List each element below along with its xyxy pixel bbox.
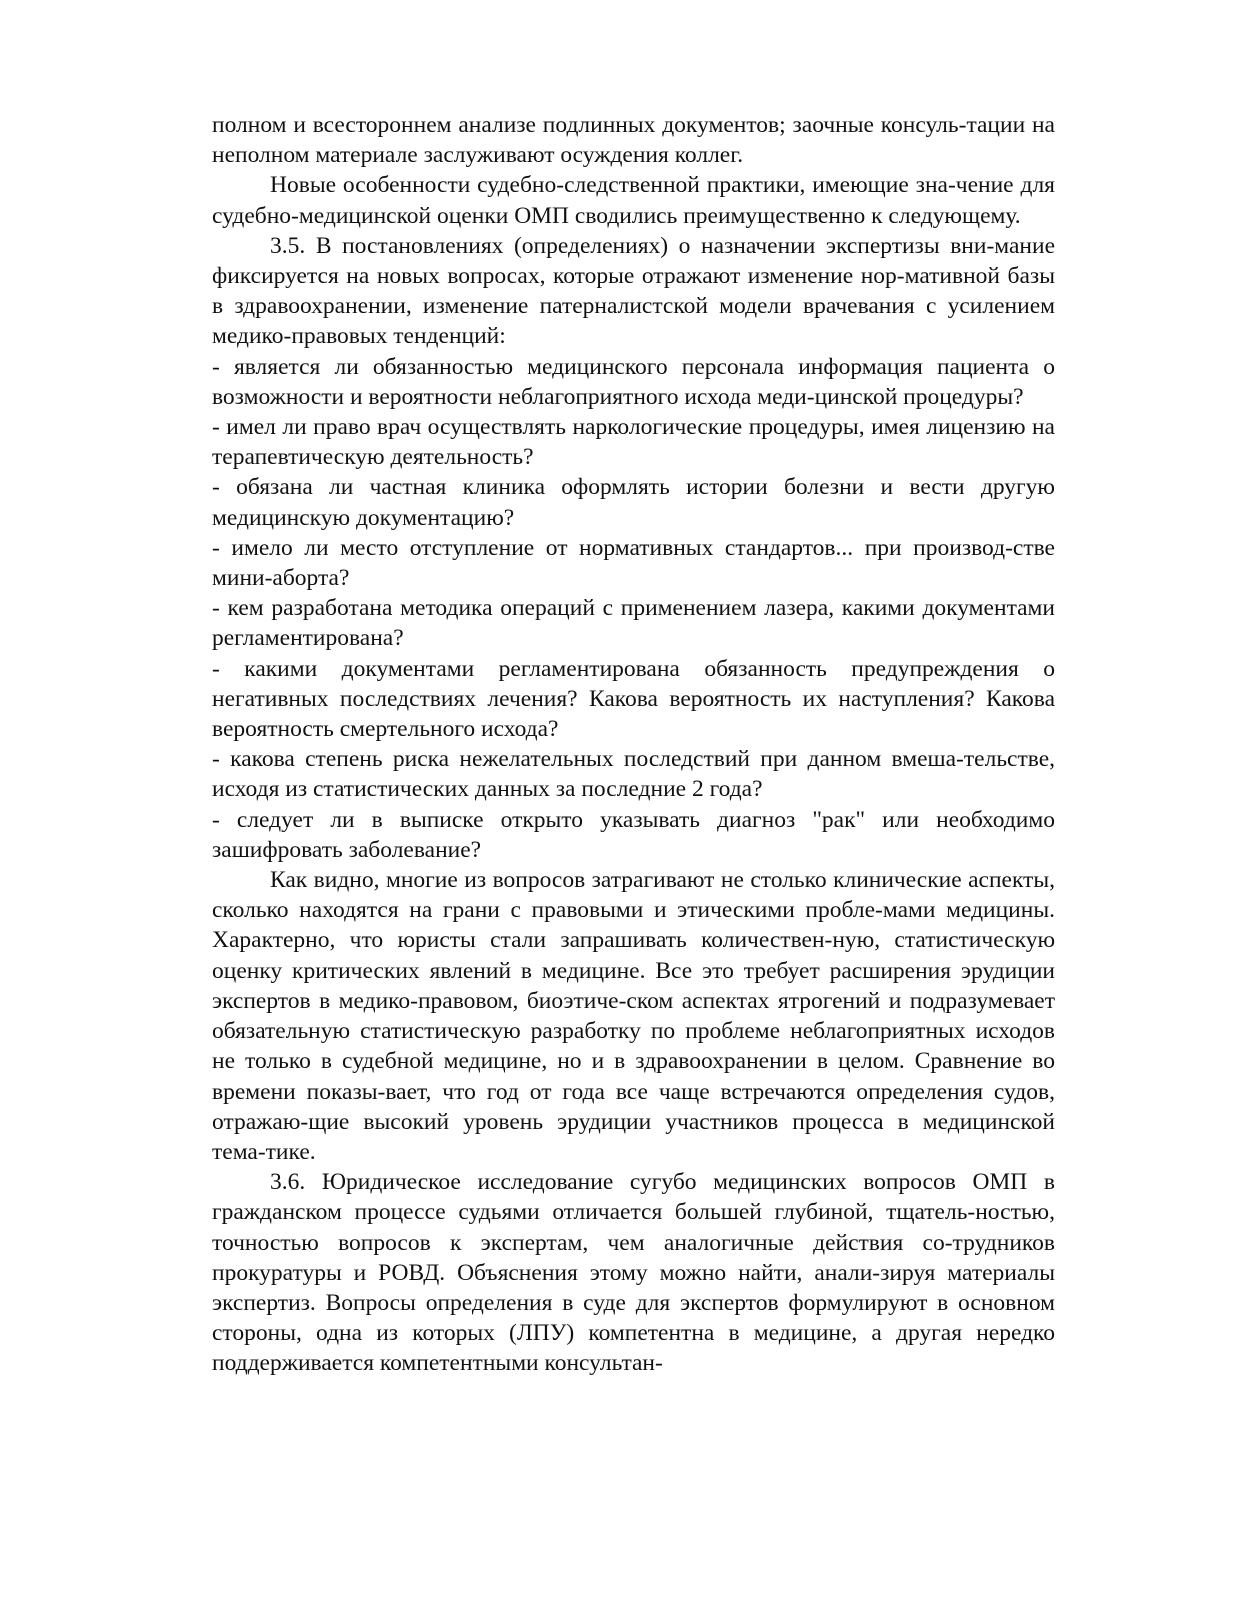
- paragraph-section-3-5: 3.5. В постановлениях (определениях) о назначении экспертизы вни-мание фиксируется на новых вопросах, которые отражают изменение нор-мативной базы в здравоохранении, изменение патерналистской модели врачевания с усилением медико-правовых тенденций:: [212, 232, 1055, 350]
- question-item: - кем разработана методика операций с применением лазера, какими документами регламентирована?: [212, 595, 1055, 652]
- question-item: - имел ли право врач осуществлять наркологические процедуры, имея лицензию на терапевтическую деятельность?: [212, 414, 1055, 471]
- paragraph-new-features: Новые особенности судебно-следственной практики, имеющие зна-чение для судебно-медицинской оценки ОМП сводились преимущественно к следующему.: [212, 172, 1055, 229]
- question-item: - какова степень риска нежелательных последствий при данном вмеша-тельстве, исходя из статистических данных за последние 2 года?: [212, 746, 1055, 803]
- question-item: - какими документами регламентирована обязанность предупреждения о негативных последствиях лечения? Какова вероятность их наступления? Какова вероятность смертельного исхода?: [212, 655, 1055, 743]
- question-item: - обязана ли частная клиника оформлять истории болезни и вести другую медицинскую документацию?: [212, 474, 1055, 531]
- document-page: [212, 110, 1055, 1379]
- question-item: - имело ли место отступление от нормативных стандартов... при производ-стве мини-аборта?: [212, 534, 1055, 592]
- question-list: [212, 352, 1055, 865]
- paragraph-section-3-6: 3.6. Юридическое исследование сугубо медицинских вопросов ОМП в гражданском процессе судьями отличается большей глубиной, тщатель-ностью, точностью вопросов к экспертам, чем аналогичные действия со-трудников прокуратуры и РОВД. Объяснения этому можно найти, анали-зируя материалы экспертиз. Вопросы определения в суде для экспертов формулируют в основном стороны, одна из которых (ЛПУ) компетентна в медицине, а другая нередко поддерживается компетентными консультан-: [212, 1169, 1055, 1377]
- paragraph-conclusion: Как видно, многие из вопросов затрагивают не столько клинические аспекты, сколько находятся на грани с правовыми и этическими пробле-мами медицины. Характерно, что юристы стали запрашивать количествен-ную, статистическую оценку критических явлений в медицине. Все это требует расширения эрудиции экспертов в медико-правовом, биоэтиче-ском аспектах ятрогений и подразумевает обязательную статистическую разработку по проблеме неблагоприятных исходов не только в судебной медицине, но и в здравоохранении в целом. Сравнение во времени показы-вает, что год от года все чаще встречаются определения судов, отражаю-щие высокий уровень эрудиции участников процесса в медицинской тема-тике.: [212, 867, 1055, 1165]
- question-item: - следует ли в выписке открыто указывать диагноз "рак" или необходимо зашифровать заболевание?: [212, 806, 1055, 863]
- paragraph-continuation: полном и всестороннем анализе подлинных документов; заочные консуль-тации на неполном материале заслуживают осуждения коллег.: [212, 112, 1055, 169]
- question-item: - является ли обязанностью медицинского персонала информация пациента о возможности и вероятности неблагоприятного исхода меди-цинской процедуры?: [212, 353, 1055, 410]
